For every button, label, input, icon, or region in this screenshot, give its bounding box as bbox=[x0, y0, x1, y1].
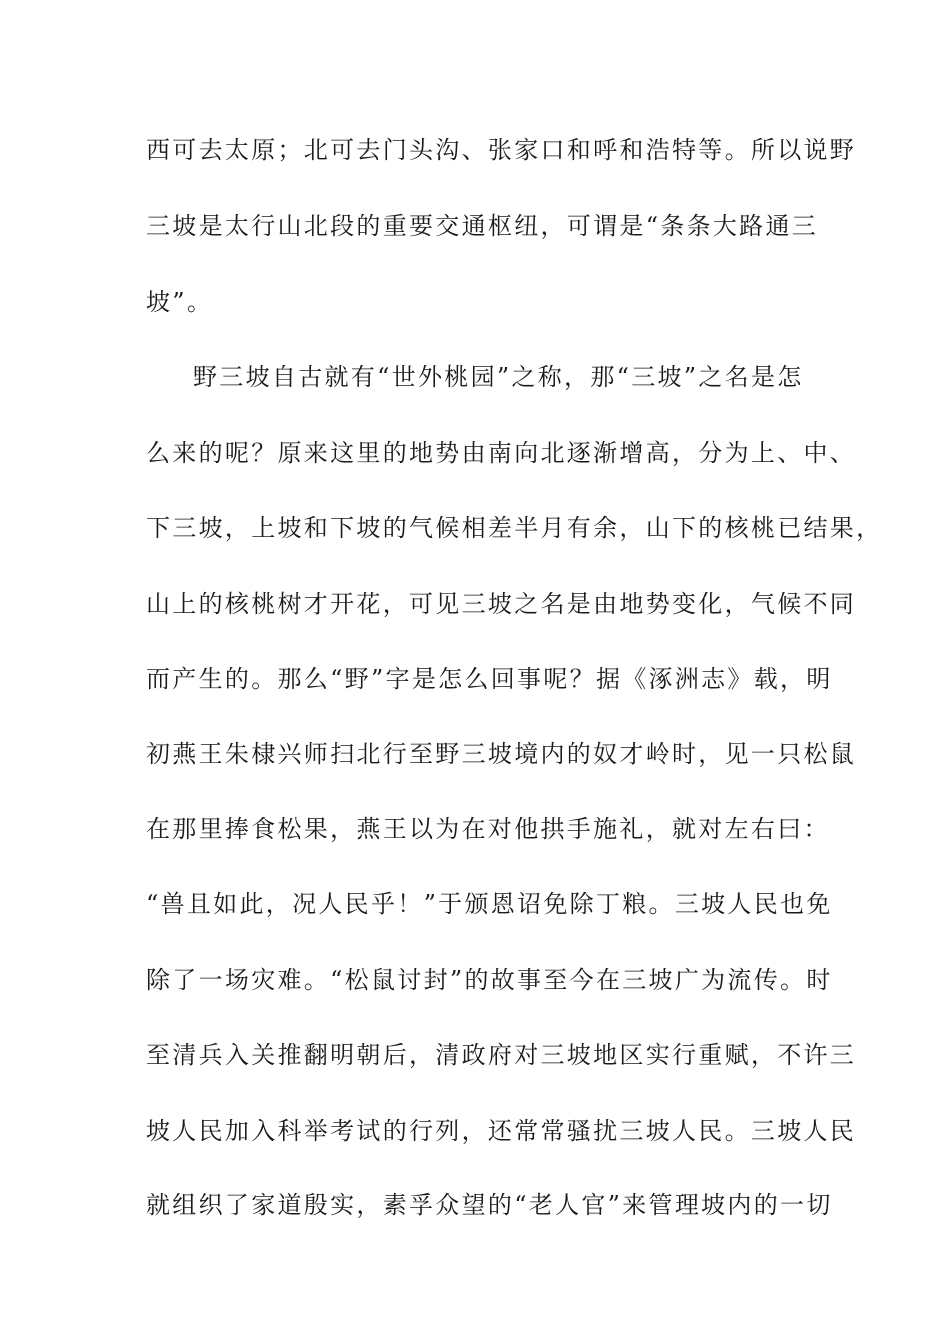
text-line-12: 除了一场灾难。“松鼠讨封”的故事至今在三坡广为流传。时 bbox=[146, 966, 833, 994]
text-line-11: “兽且如此，况人民乎！”于颁恩诏免除丁粮。三坡人民也免 bbox=[146, 890, 833, 918]
text-line-9: 初燕王朱棣兴师扫北行至野三坡境内的奴才岭时，见一只松鼠 bbox=[146, 740, 857, 768]
text-line-8: 而产生的。那么“野”字是怎么回事呢？据《涿洲志》载，明 bbox=[146, 665, 833, 693]
text-line-6: 下三坡，上坡和下坡的气候相差半月有余，山下的核桃已结果， bbox=[146, 514, 883, 542]
text-line-10: 在那里捧食松果，燕王以为在对他拱手施礼，就对左右曰： bbox=[146, 815, 830, 843]
text-line-1: 西可去太原；北可去门头沟、张家口和呼和浩特等。所以说野 bbox=[146, 136, 857, 164]
text-line-5: 么来的呢？原来这里的地势由南向北逐渐增高，分为上、中、 bbox=[146, 439, 857, 467]
text-line-15: 就组织了家道殷实，素孚众望的“老人官”来管理坡内的一切 bbox=[146, 1191, 833, 1219]
text-line-2: 三坡是太行山北段的重要交通枢纽，可谓是“条条大路通三 bbox=[146, 212, 819, 240]
text-line-7: 山上的核桃树才开花，可见三坡之名是由地势变化，气候不同 bbox=[146, 590, 857, 618]
text-line-13: 至清兵入关推翻明朝后，清政府对三坡地区实行重赋，不许三 bbox=[146, 1041, 857, 1069]
paragraph-start-line: 野三坡自古就有“世外桃园”之称，那“三坡”之名是怎 bbox=[193, 363, 804, 391]
text-line-3: 坡”。 bbox=[146, 288, 214, 316]
text-line-14: 坡人民加入科举考试的行列，还常常骚扰三坡人民。三坡人民 bbox=[146, 1117, 857, 1145]
